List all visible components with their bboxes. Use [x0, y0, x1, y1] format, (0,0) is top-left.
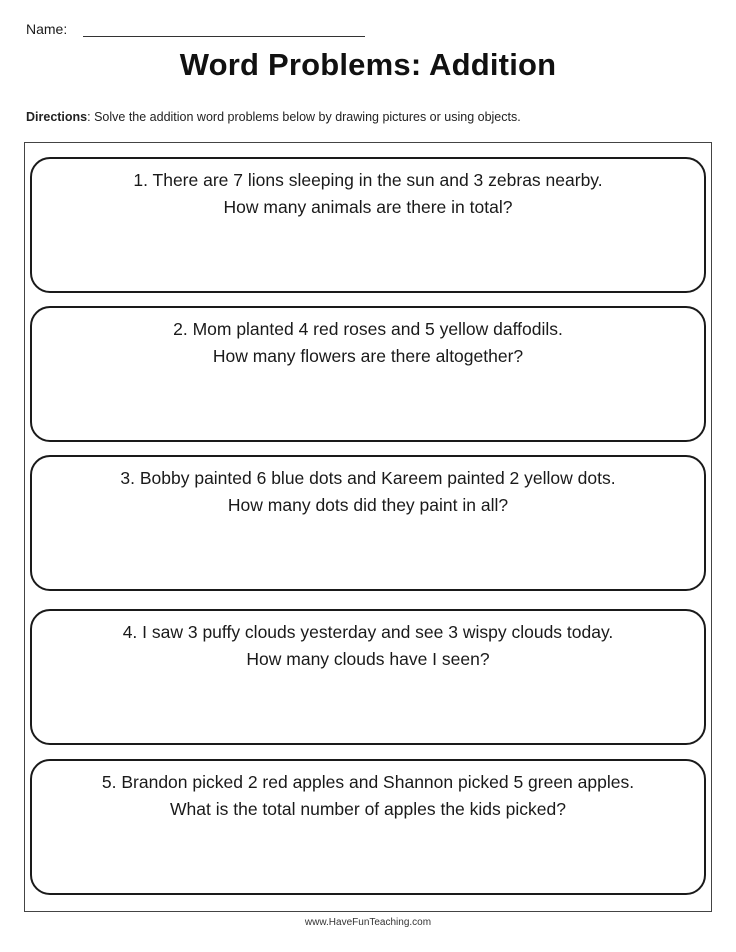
- name-label: Name:: [26, 21, 68, 37]
- problem-question: What is the total number of apples the kids picked?: [170, 799, 566, 819]
- problem-box-2[interactable]: [30, 306, 706, 442]
- page-title: Word Problems: Addition: [179, 47, 557, 82]
- problem-question: How many dots did they paint in all?: [227, 495, 509, 515]
- problem-box-4[interactable]: [30, 609, 706, 745]
- name-field[interactable]: [83, 20, 365, 37]
- directions-label: Directions: [26, 110, 88, 124]
- problem-box-3[interactable]: [30, 455, 706, 591]
- problem-text: 4. I saw 3 puffy clouds yesterday and see 3 wispy clouds today.: [122, 622, 614, 642]
- name-row: [26, 20, 365, 37]
- problem-box-1[interactable]: [30, 157, 706, 293]
- footer-website: www.HaveFunTeaching.com: [304, 917, 432, 928]
- problem-question: How many flowers are there altogether?: [212, 346, 524, 366]
- problem-question: How many animals are there in total?: [223, 197, 513, 217]
- problem-text: 2. Mom planted 4 red roses and 5 yellow daffodils.: [173, 319, 563, 339]
- directions: [26, 110, 521, 124]
- problem-text: 3. Bobby painted 6 blue dots and Kareem painted 2 yellow dots.: [120, 468, 616, 488]
- problem-box-5[interactable]: [30, 759, 706, 895]
- problem-text: 5. Brandon picked 2 red apples and Shannon picked 5 green apples.: [101, 772, 635, 792]
- problem-question: How many clouds have I seen?: [246, 649, 490, 669]
- problem-text: 1. There are 7 lions sleeping in the sun and 3 zebras nearby.: [133, 170, 603, 190]
- directions-text: : Solve the addition word problems below by drawing pictures or using objects.: [87, 110, 521, 124]
